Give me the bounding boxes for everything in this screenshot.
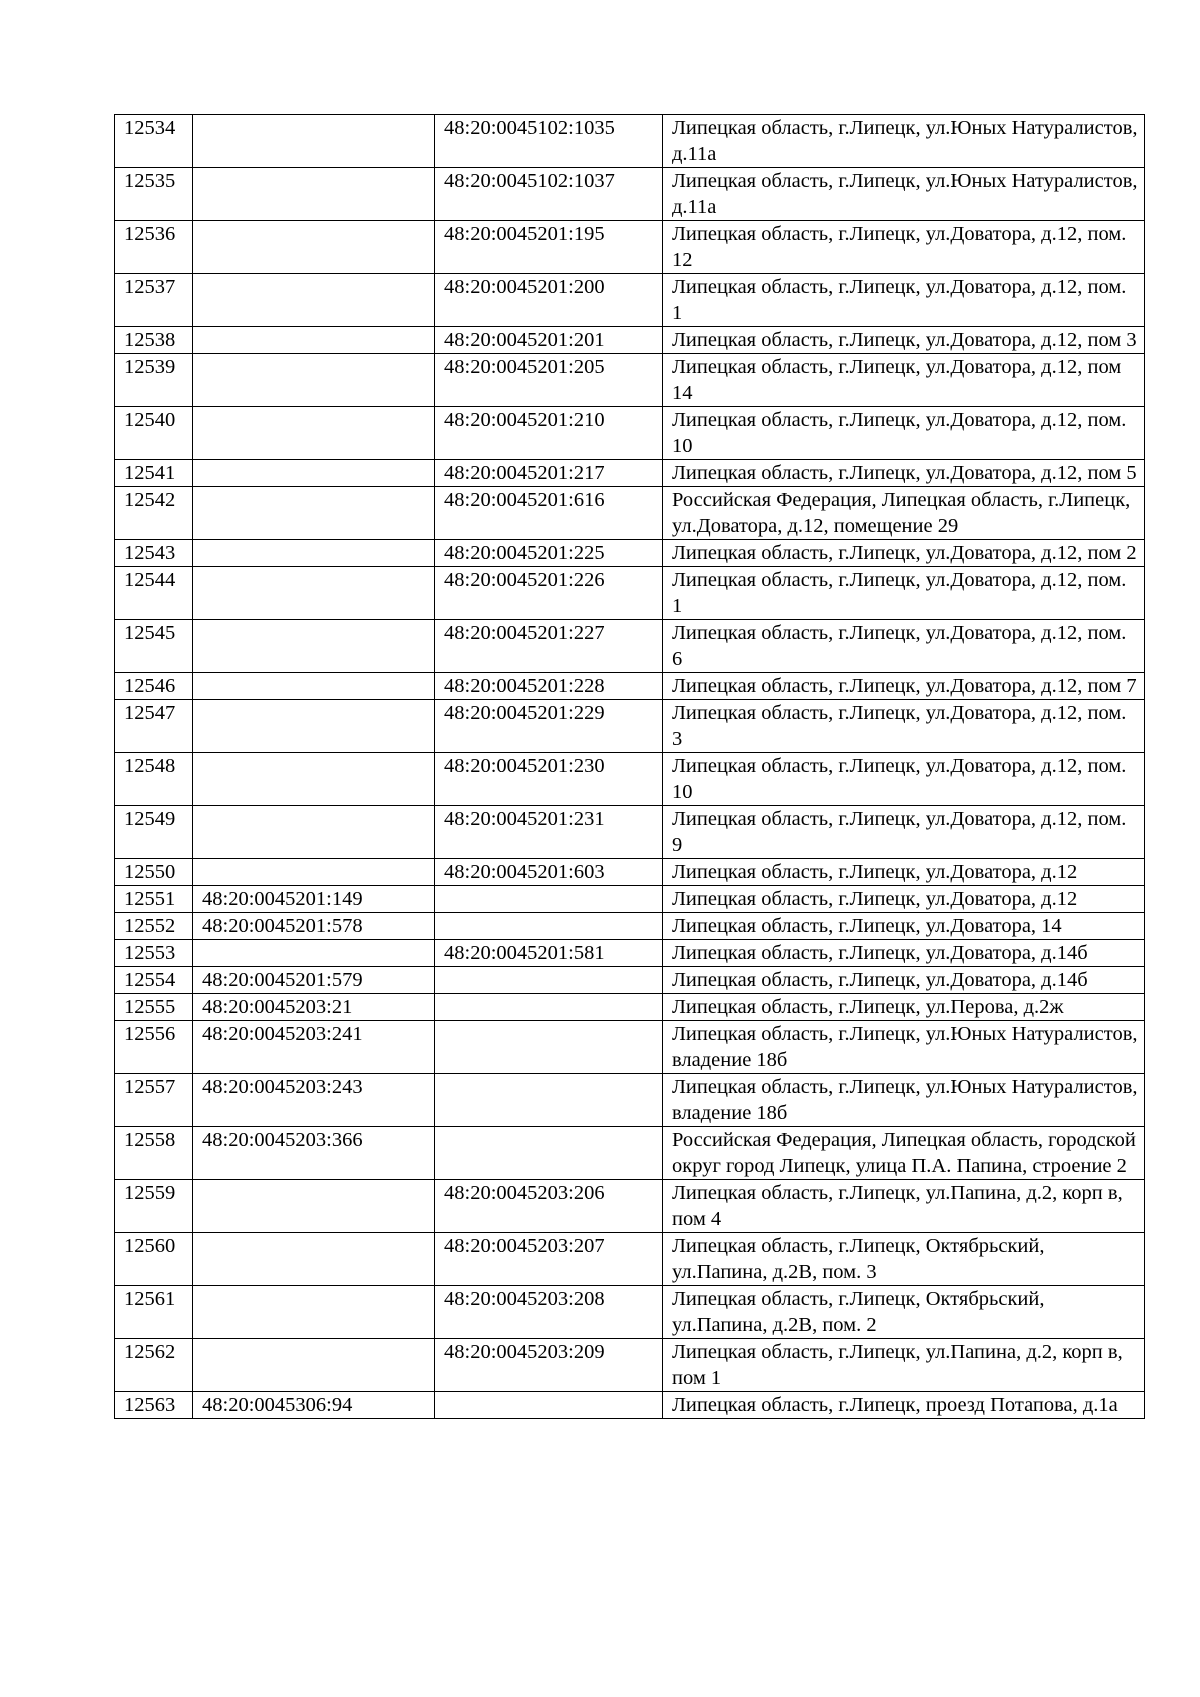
object-cadastral-number-cell <box>435 913 663 940</box>
row-number-cell: 12561 <box>115 1286 193 1339</box>
object-cadastral-number-cell <box>435 1127 663 1180</box>
address-cell: Липецкая область, г.Липецк, ул.Юных Натуралистов, владение 18б <box>663 1021 1145 1074</box>
address-cell: Липецкая область, г.Липецк, ул.Доватора, д.12, пом 2 <box>663 540 1145 567</box>
table-row <box>115 940 1145 967</box>
object-cadastral-number-cell: 48:20:0045201:228 <box>435 673 663 700</box>
row-number-cell: 12549 <box>115 806 193 859</box>
land-cadastral-number-cell <box>193 274 435 327</box>
land-cadastral-number-cell <box>193 354 435 407</box>
row-number-cell: 12555 <box>115 994 193 1021</box>
table-row <box>115 859 1145 886</box>
land-cadastral-number-cell <box>193 115 435 168</box>
table-row <box>115 487 1145 540</box>
land-cadastral-number-cell <box>193 1180 435 1233</box>
object-cadastral-number-cell: 48:20:0045201:217 <box>435 460 663 487</box>
row-number-cell: 12542 <box>115 487 193 540</box>
table-row <box>115 1233 1145 1286</box>
row-number-cell: 12552 <box>115 913 193 940</box>
table-row <box>115 1339 1145 1392</box>
land-cadastral-number-cell <box>193 460 435 487</box>
row-number-cell: 12556 <box>115 1021 193 1074</box>
table-row <box>115 673 1145 700</box>
row-number-cell: 12560 <box>115 1233 193 1286</box>
table-row <box>115 274 1145 327</box>
object-cadastral-number-cell <box>435 886 663 913</box>
address-cell: Липецкая область, г.Липецк, проезд Потапова, д.1а <box>663 1392 1145 1419</box>
registry-table <box>114 114 1145 1419</box>
address-cell: Липецкая область, г.Липецк, ул.Доватора, д.12 <box>663 886 1145 913</box>
address-cell: Российская Федерация, Липецкая область, г.Липецк, ул.Доватора, д.12, помещение 29 <box>663 487 1145 540</box>
object-cadastral-number-cell <box>435 1074 663 1127</box>
table-row <box>115 886 1145 913</box>
table-row <box>115 806 1145 859</box>
land-cadastral-number-cell <box>193 221 435 274</box>
address-cell: Липецкая область, г.Липецк, ул.Юных Натуралистов, д.11а <box>663 115 1145 168</box>
land-cadastral-number-cell <box>193 753 435 806</box>
row-number-cell: 12543 <box>115 540 193 567</box>
address-cell: Липецкая область, г.Липецк, ул.Папина, д.2, корп в, пом 4 <box>663 1180 1145 1233</box>
object-cadastral-number-cell: 48:20:0045201:230 <box>435 753 663 806</box>
table-row <box>115 1127 1145 1180</box>
row-number-cell: 12554 <box>115 967 193 994</box>
address-cell: Липецкая область, г.Липецк, ул.Перова, д.2ж <box>663 994 1145 1021</box>
address-cell: Липецкая область, г.Липецк, ул.Доватора, д.12 <box>663 859 1145 886</box>
table-row <box>115 753 1145 806</box>
address-cell: Липецкая область, г.Липецк, Октябрьский, ул.Папина, д.2В, пом. 3 <box>663 1233 1145 1286</box>
address-cell: Липецкая область, г.Липецк, ул.Юных Натуралистов, владение 18б <box>663 1074 1145 1127</box>
table-row <box>115 1180 1145 1233</box>
land-cadastral-number-cell: 48:20:0045306:94 <box>193 1392 435 1419</box>
object-cadastral-number-cell: 48:20:0045201:226 <box>435 567 663 620</box>
object-cadastral-number-cell: 48:20:0045201:603 <box>435 859 663 886</box>
registry-table-body <box>115 115 1145 1419</box>
object-cadastral-number-cell: 48:20:0045201:225 <box>435 540 663 567</box>
address-cell: Липецкая область, г.Липецк, ул.Папина, д.2, корп в, пом 1 <box>663 1339 1145 1392</box>
land-cadastral-number-cell <box>193 1339 435 1392</box>
table-row <box>115 700 1145 753</box>
land-cadastral-number-cell <box>193 567 435 620</box>
address-cell: Липецкая область, г.Липецк, ул.Доватора, д.12, пом 3 <box>663 327 1145 354</box>
address-cell: Липецкая область, г.Липецк, ул.Юных Натуралистов, д.11а <box>663 168 1145 221</box>
row-number-cell: 12545 <box>115 620 193 673</box>
land-cadastral-number-cell: 48:20:0045203:21 <box>193 994 435 1021</box>
row-number-cell: 12558 <box>115 1127 193 1180</box>
table-row <box>115 540 1145 567</box>
table-row <box>115 1392 1145 1419</box>
address-cell: Российская Федерация, Липецкая область, городской округ город Липецк, улица П.А. Папина, строение 2 <box>663 1127 1145 1180</box>
object-cadastral-number-cell: 48:20:0045201:195 <box>435 221 663 274</box>
address-cell: Липецкая область, г.Липецк, ул.Доватора, д.12, пом 14 <box>663 354 1145 407</box>
table-row <box>115 967 1145 994</box>
object-cadastral-number-cell: 48:20:0045203:206 <box>435 1180 663 1233</box>
row-number-cell: 12540 <box>115 407 193 460</box>
land-cadastral-number-cell: 48:20:0045201:579 <box>193 967 435 994</box>
address-cell: Липецкая область, г.Липецк, ул.Доватора, д.12, пом. 10 <box>663 753 1145 806</box>
row-number-cell: 12547 <box>115 700 193 753</box>
land-cadastral-number-cell: 48:20:0045201:149 <box>193 886 435 913</box>
table-row <box>115 327 1145 354</box>
address-cell: Липецкая область, г.Липецк, ул.Доватора, 14 <box>663 913 1145 940</box>
address-cell: Липецкая область, г.Липецк, ул.Доватора, д.12, пом. 6 <box>663 620 1145 673</box>
row-number-cell: 12534 <box>115 115 193 168</box>
row-number-cell: 12548 <box>115 753 193 806</box>
object-cadastral-number-cell: 48:20:0045201:229 <box>435 700 663 753</box>
land-cadastral-number-cell <box>193 620 435 673</box>
table-row <box>115 407 1145 460</box>
land-cadastral-number-cell <box>193 487 435 540</box>
object-cadastral-number-cell: 48:20:0045201:200 <box>435 274 663 327</box>
table-row <box>115 620 1145 673</box>
object-cadastral-number-cell <box>435 1021 663 1074</box>
land-cadastral-number-cell <box>193 540 435 567</box>
land-cadastral-number-cell <box>193 859 435 886</box>
land-cadastral-number-cell <box>193 327 435 354</box>
address-cell: Липецкая область, г.Липецк, ул.Доватора, д.12, пом. 9 <box>663 806 1145 859</box>
object-cadastral-number-cell: 48:20:0045201:201 <box>435 327 663 354</box>
row-number-cell: 12559 <box>115 1180 193 1233</box>
land-cadastral-number-cell: 48:20:0045201:578 <box>193 913 435 940</box>
object-cadastral-number-cell <box>435 994 663 1021</box>
address-cell: Липецкая область, г.Липецк, ул.Доватора, д.12, пом. 12 <box>663 221 1145 274</box>
object-cadastral-number-cell <box>435 1392 663 1419</box>
land-cadastral-number-cell: 48:20:0045203:366 <box>193 1127 435 1180</box>
land-cadastral-number-cell: 48:20:0045203:241 <box>193 1021 435 1074</box>
row-number-cell: 12563 <box>115 1392 193 1419</box>
row-number-cell: 12550 <box>115 859 193 886</box>
table-row <box>115 994 1145 1021</box>
table-row <box>115 1021 1145 1074</box>
row-number-cell: 12551 <box>115 886 193 913</box>
object-cadastral-number-cell: 48:20:0045201:581 <box>435 940 663 967</box>
address-cell: Липецкая область, г.Липецк, ул.Доватора, д.12, пом. 10 <box>663 407 1145 460</box>
table-row <box>115 567 1145 620</box>
object-cadastral-number-cell: 48:20:0045201:210 <box>435 407 663 460</box>
land-cadastral-number-cell <box>193 1233 435 1286</box>
table-row <box>115 1286 1145 1339</box>
address-cell: Липецкая область, г.Липецк, ул.Доватора, д.14б <box>663 967 1145 994</box>
object-cadastral-number-cell: 48:20:0045201:616 <box>435 487 663 540</box>
row-number-cell: 12538 <box>115 327 193 354</box>
table-row <box>115 1074 1145 1127</box>
object-cadastral-number-cell <box>435 967 663 994</box>
row-number-cell: 12562 <box>115 1339 193 1392</box>
address-cell: Липецкая область, г.Липецк, ул.Доватора, д.12, пом. 3 <box>663 700 1145 753</box>
address-cell: Липецкая область, г.Липецк, ул.Доватора, д.14б <box>663 940 1145 967</box>
object-cadastral-number-cell: 48:20:0045203:207 <box>435 1233 663 1286</box>
row-number-cell: 12557 <box>115 1074 193 1127</box>
row-number-cell: 12546 <box>115 673 193 700</box>
row-number-cell: 12535 <box>115 168 193 221</box>
table-row <box>115 913 1145 940</box>
land-cadastral-number-cell <box>193 168 435 221</box>
land-cadastral-number-cell <box>193 407 435 460</box>
row-number-cell: 12553 <box>115 940 193 967</box>
land-cadastral-number-cell <box>193 806 435 859</box>
object-cadastral-number-cell: 48:20:0045203:208 <box>435 1286 663 1339</box>
address-cell: Липецкая область, г.Липецк, ул.Доватора, д.12, пом. 1 <box>663 274 1145 327</box>
table-row <box>115 168 1145 221</box>
table-row <box>115 221 1145 274</box>
object-cadastral-number-cell: 48:20:0045102:1035 <box>435 115 663 168</box>
land-cadastral-number-cell: 48:20:0045203:243 <box>193 1074 435 1127</box>
land-cadastral-number-cell <box>193 940 435 967</box>
object-cadastral-number-cell: 48:20:0045201:231 <box>435 806 663 859</box>
land-cadastral-number-cell <box>193 700 435 753</box>
land-cadastral-number-cell <box>193 673 435 700</box>
address-cell: Липецкая область, г.Липецк, ул.Доватора, д.12, пом 5 <box>663 460 1145 487</box>
row-number-cell: 12539 <box>115 354 193 407</box>
object-cadastral-number-cell: 48:20:0045203:209 <box>435 1339 663 1392</box>
object-cadastral-number-cell: 48:20:0045201:205 <box>435 354 663 407</box>
table-row <box>115 460 1145 487</box>
address-cell: Липецкая область, г.Липецк, Октябрьский, ул.Папина, д.2В, пом. 2 <box>663 1286 1145 1339</box>
row-number-cell: 12544 <box>115 567 193 620</box>
land-cadastral-number-cell <box>193 1286 435 1339</box>
row-number-cell: 12536 <box>115 221 193 274</box>
object-cadastral-number-cell: 48:20:0045102:1037 <box>435 168 663 221</box>
row-number-cell: 12541 <box>115 460 193 487</box>
table-row <box>115 354 1145 407</box>
address-cell: Липецкая область, г.Липецк, ул.Доватора, д.12, пом 7 <box>663 673 1145 700</box>
address-cell: Липецкая область, г.Липецк, ул.Доватора, д.12, пом. 1 <box>663 567 1145 620</box>
table-row <box>115 115 1145 168</box>
object-cadastral-number-cell: 48:20:0045201:227 <box>435 620 663 673</box>
row-number-cell: 12537 <box>115 274 193 327</box>
